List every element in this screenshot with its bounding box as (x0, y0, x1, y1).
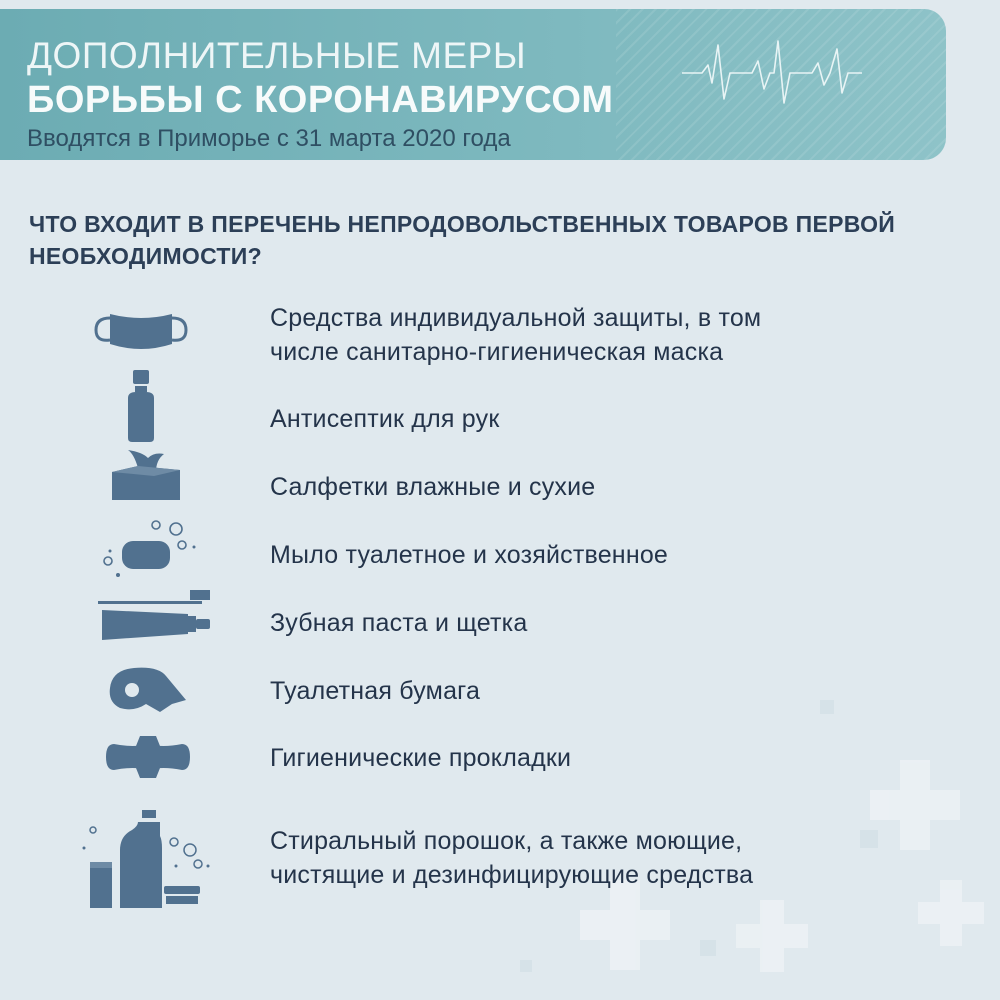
item-text-line: Средства индивидуальной защиты, в том (270, 304, 762, 332)
toothpaste-brush-icon (96, 588, 214, 642)
cleaning-supplies-icon (80, 808, 212, 912)
item-text-line: чистящие и дезинфицирующие средства (270, 861, 754, 889)
header-banner (0, 9, 946, 160)
sanitary-pad-icon (104, 732, 192, 782)
list-item (270, 606, 970, 640)
header-title-line2: БОРЬБЫ С КОРОНАВИРУСОМ (27, 79, 614, 121)
list-item (270, 301, 970, 369)
item-text-line: Антисептик для рук (270, 405, 500, 433)
tissue-box-icon (108, 448, 184, 502)
list-item (270, 674, 970, 708)
item-text-line: числе санитарно-гигиеническая маска (270, 338, 724, 366)
item-text-line: Мыло туалетное и хозяйственное (270, 541, 669, 569)
item-text-line: Гигиенические прокладки (270, 744, 572, 772)
header-title-line1: ДОПОЛНИТЕЛЬНЫЕ МЕРЫ (27, 35, 527, 76)
soap-icon (96, 515, 200, 579)
list-item (270, 470, 970, 504)
face-mask-icon (92, 308, 190, 354)
heartbeat-pulse-icon (682, 37, 862, 107)
list-item (270, 538, 970, 572)
list-item (270, 402, 970, 436)
list-heading: ЧТО ВХОДИТ В ПЕРЕЧЕНЬ НЕПРОДОВОЛЬСТВЕННЫХ ТОВАРОВ ПЕРВОЙ НЕОБХОДИМОСТИ? (29, 211, 896, 269)
list-item (270, 741, 970, 775)
item-text-line: Стиральный порошок, а также моющие, (270, 827, 743, 855)
list-item (270, 824, 970, 892)
item-text-line: Зубная паста и щетка (270, 609, 528, 637)
item-text-line: Салфетки влажные и сухие (270, 473, 596, 501)
item-text-line: Туалетная бумага (270, 677, 481, 705)
sanitizer-bottle-icon (122, 370, 160, 442)
toilet-paper-icon (106, 664, 192, 716)
header-subtitle: Вводятся в Приморье с 31 марта 2020 года (27, 125, 511, 152)
